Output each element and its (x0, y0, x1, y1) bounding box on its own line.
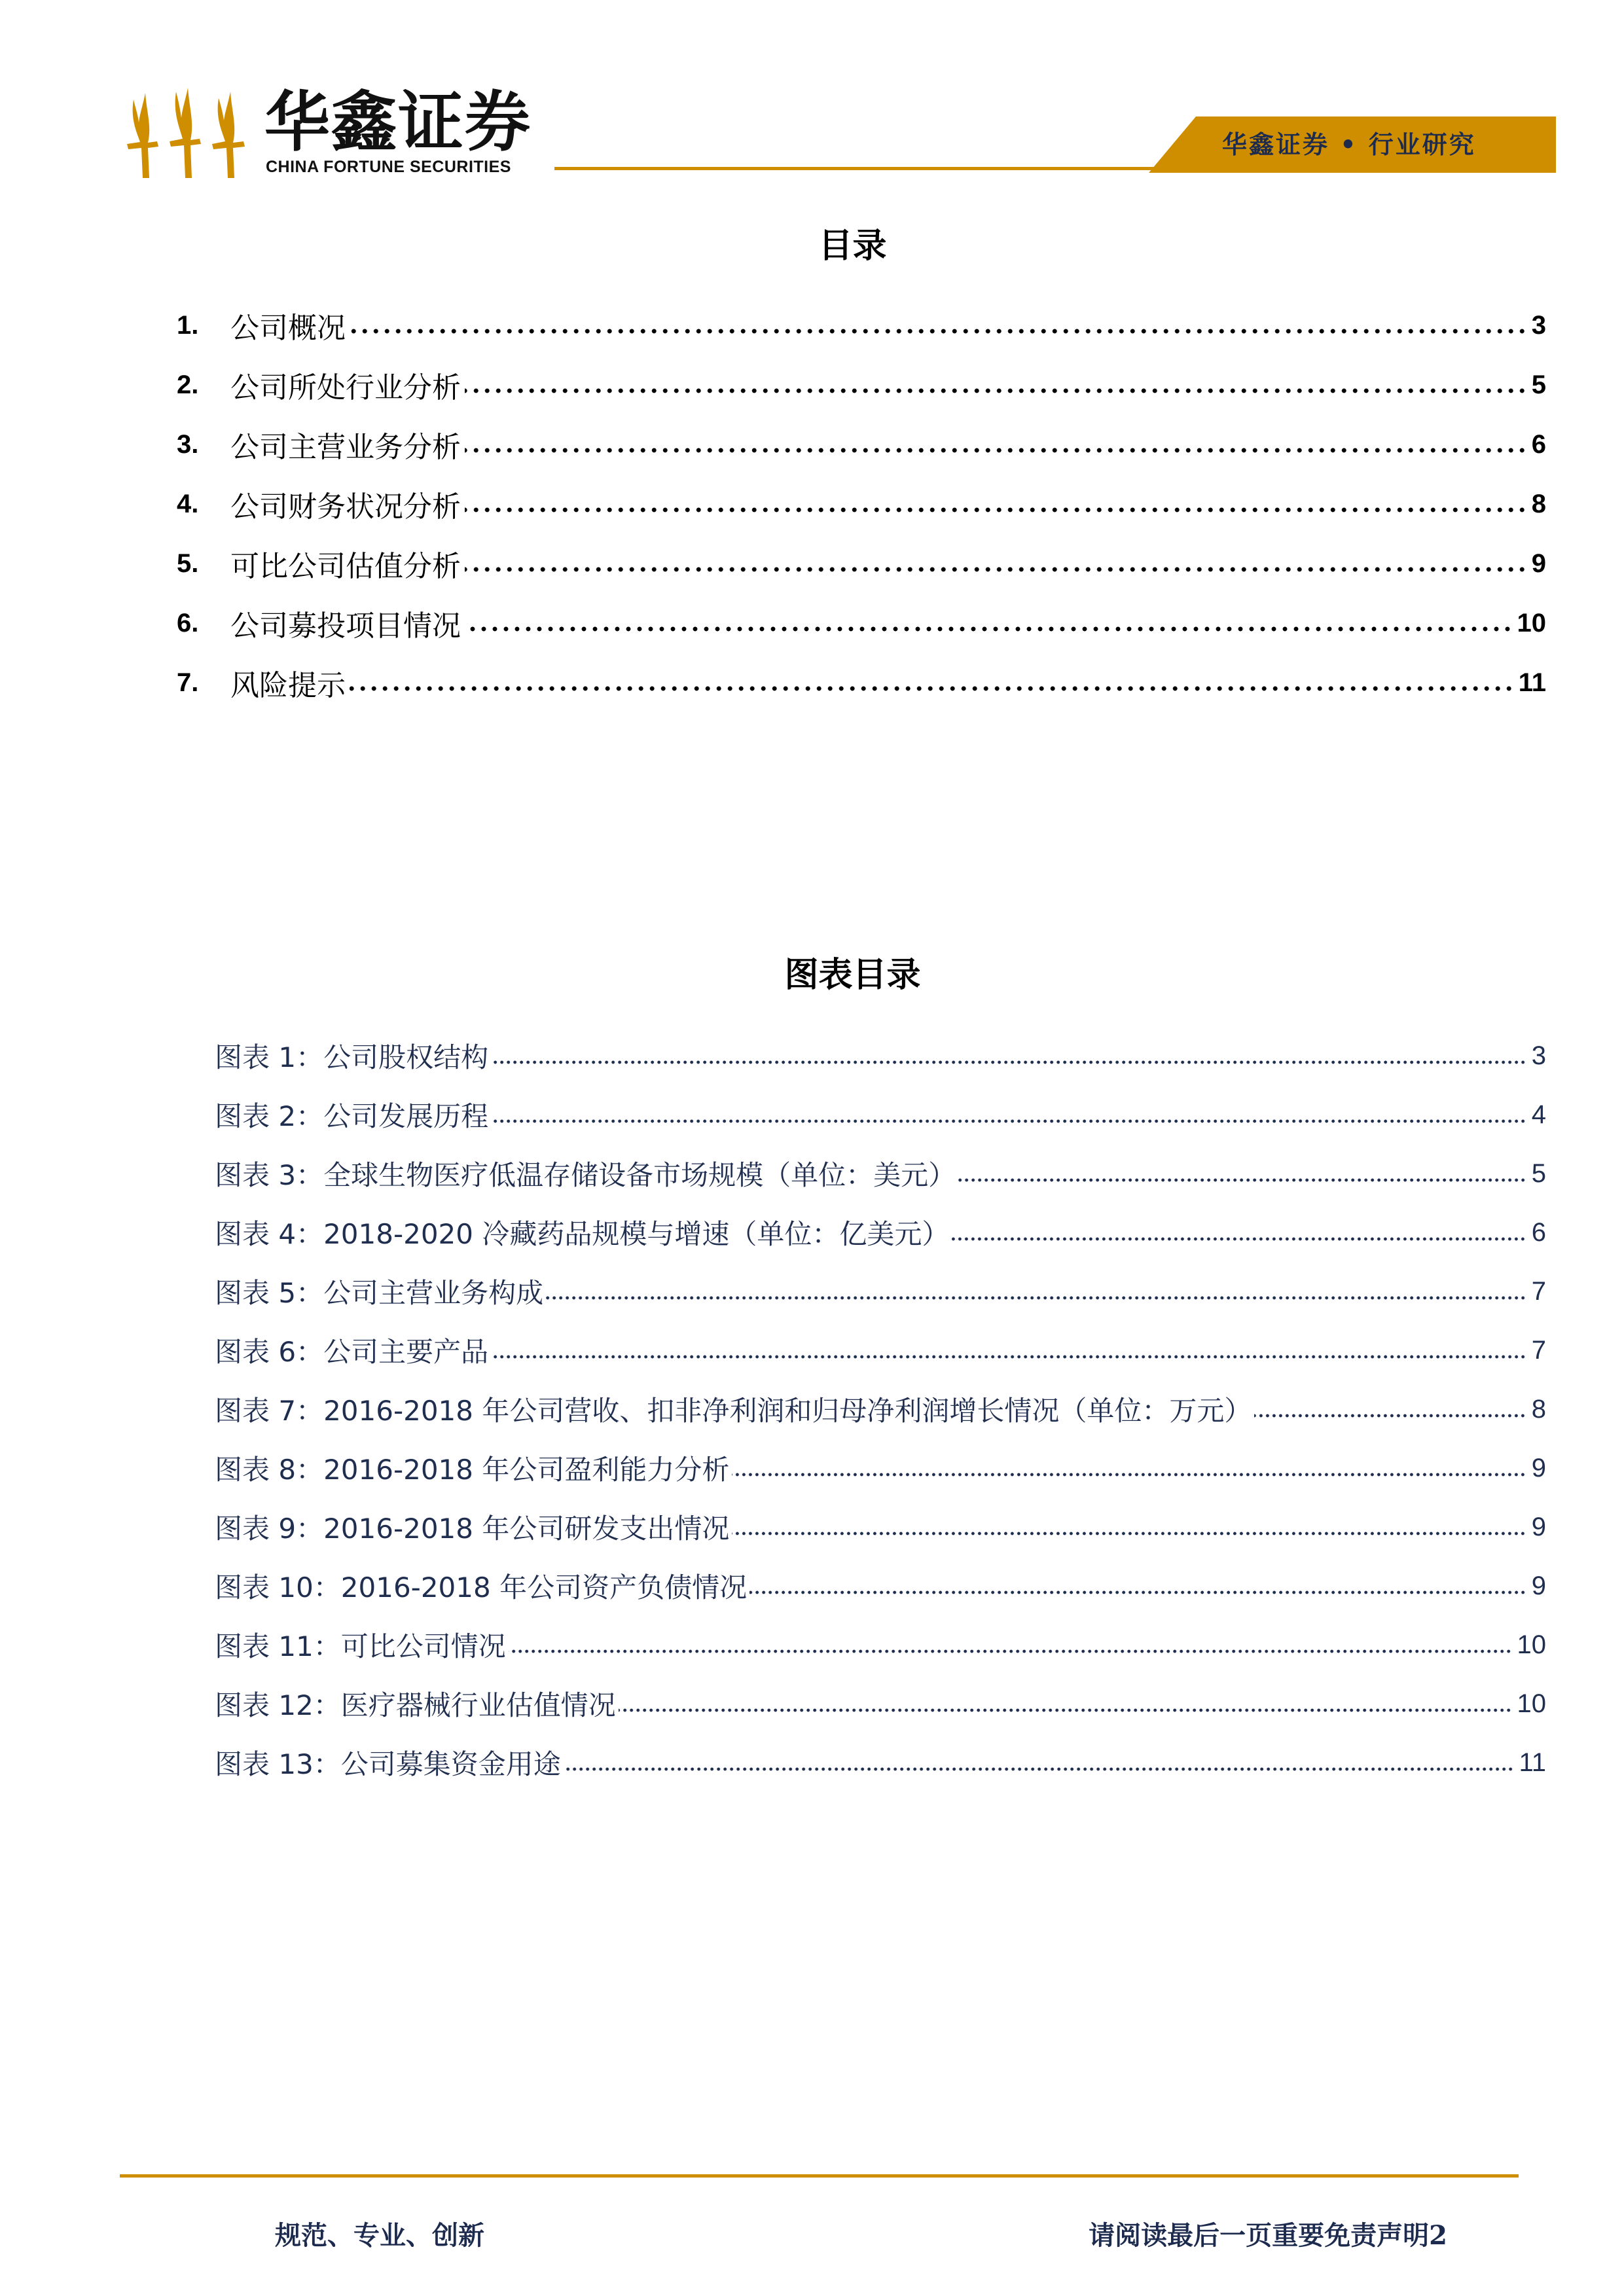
toc-item-text[interactable]: 公司概况 (230, 312, 346, 345)
toc-item[interactable] (177, 484, 1546, 524)
toc-item-number: 4. (177, 489, 199, 518)
figure-item-label[interactable]: 图表 8：2016-2018 年公司盈利能力分析 (215, 1454, 730, 1486)
figure-item-label[interactable]: 图表 5：公司主营业务构成 (215, 1277, 544, 1309)
figure-item-label[interactable]: 图表 10：2016-2018 年公司资产负债情况 (215, 1571, 748, 1604)
report-type-banner (1149, 117, 1556, 173)
dot-leader (732, 1472, 1526, 1477)
toc-item-number: 3. (177, 429, 199, 459)
toc-item-number: 5. (177, 548, 199, 578)
footer-slogan: 规范、专业、创新 (275, 2220, 484, 2251)
figures-title: 图表目录 (784, 956, 921, 995)
footer-divider (120, 2174, 1519, 2178)
header-divider (554, 167, 1157, 170)
figure-item[interactable] (215, 1037, 1546, 1075)
dot-leader (1254, 1413, 1526, 1418)
figure-item-page: 10 (1517, 1630, 1546, 1659)
toc-item[interactable] (177, 306, 1546, 345)
dot-leader (546, 1295, 1526, 1300)
figure-item-page: 8 (1531, 1394, 1546, 1424)
figure-item[interactable] (215, 1508, 1546, 1546)
dot-leader (465, 387, 1528, 394)
dot-leader (564, 1767, 1514, 1772)
toc-item[interactable] (177, 544, 1546, 583)
figure-item-label[interactable]: 图表 12：医疗器械行业估值情况 (215, 1689, 616, 1721)
toc-item-number: 2. (177, 370, 199, 399)
figure-item[interactable] (215, 1096, 1546, 1134)
toc-item[interactable] (177, 425, 1546, 464)
dot-leader (465, 507, 1528, 513)
figure-item-page: 9 (1531, 1571, 1546, 1600)
figure-item-page: 9 (1531, 1512, 1546, 1541)
figure-item[interactable] (215, 1390, 1546, 1428)
figure-item-page: 3 (1531, 1041, 1546, 1070)
figure-item-page: 5 (1531, 1158, 1546, 1188)
figure-item-label[interactable]: 图表 7：2016-2018 年公司营收、扣非净利润和归母净利润增长情况（单位：万元） (215, 1395, 1252, 1427)
toc-item-text[interactable]: 公司募投项目情况 (230, 609, 461, 643)
figure-item-page: 10 (1517, 1689, 1546, 1718)
dot-leader (491, 1060, 1526, 1065)
figure-item-page: 6 (1531, 1217, 1546, 1247)
figure-item[interactable] (215, 1155, 1546, 1193)
figure-item-label[interactable]: 图表 3：全球生物医疗低温存储设备市场规模（单位：美元） (215, 1159, 956, 1191)
figure-item-label[interactable]: 图表 4：2018-2020 冷藏药品规模与增速（单位：亿美元） (215, 1218, 950, 1250)
figure-item-page: 7 (1531, 1335, 1546, 1365)
figure-item[interactable] (215, 1331, 1546, 1369)
figure-item-label[interactable]: 图表 11：可比公司情况 (215, 1630, 506, 1662)
figure-item[interactable] (215, 1685, 1546, 1723)
toc-item-number: 7. (177, 668, 199, 697)
dot-leader (350, 328, 1528, 334)
figure-item[interactable] (215, 1449, 1546, 1487)
toc-item-page: 6 (1531, 429, 1546, 459)
figure-item[interactable] (215, 1626, 1546, 1664)
banner-text: 华鑫证券 • 行业研究 (1222, 130, 1476, 159)
figure-item[interactable] (215, 1213, 1546, 1251)
figure-item-label[interactable]: 图表 13：公司募集资金用途 (215, 1748, 561, 1780)
dot-leader (749, 1590, 1526, 1595)
dot-leader (350, 685, 1515, 692)
dot-leader (509, 1649, 1512, 1654)
logo-brand-english: CHINA FORTUNE SECURITIES (266, 158, 511, 176)
dot-leader (465, 447, 1528, 454)
dot-leader (952, 1236, 1526, 1242)
toc-item-page: 3 (1531, 310, 1546, 340)
toc-item-page: 9 (1531, 548, 1546, 578)
toc-title: 目录 (818, 226, 887, 266)
toc-item[interactable] (177, 365, 1546, 404)
dot-leader (732, 1531, 1526, 1536)
toc-item-text[interactable]: 公司所处行业分析 (230, 371, 461, 404)
figure-item[interactable] (215, 1272, 1546, 1310)
toc-item-text[interactable]: 公司主营业务分析 (230, 431, 461, 464)
dot-leader (465, 626, 1513, 632)
dot-leader (619, 1708, 1512, 1713)
dot-leader (958, 1177, 1526, 1183)
figure-item-page: 7 (1531, 1276, 1546, 1306)
logo-brand-chinese: 华鑫证券 (264, 84, 532, 160)
torch-emblem-icon (120, 86, 258, 181)
company-logo (120, 86, 533, 181)
disclaimer-text: 请阅读最后一页重要免责声明 (1089, 2220, 1430, 2251)
figure-item-label[interactable]: 图表 9：2016-2018 年公司研发支出情况 (215, 1513, 730, 1545)
page-number: 2 (1429, 2220, 1447, 2251)
figure-item-page: 9 (1531, 1453, 1546, 1482)
dot-leader (491, 1119, 1526, 1124)
toc-item[interactable] (177, 663, 1546, 702)
toc-item-page: 5 (1531, 370, 1546, 399)
toc-item-text[interactable]: 风险提示 (230, 669, 346, 702)
toc-item-number: 6. (177, 608, 199, 637)
figure-item-label[interactable]: 图表 2：公司发展历程 (215, 1100, 489, 1132)
toc-item-text[interactable]: 可比公司估值分析 (230, 550, 461, 583)
toc-item-page: 10 (1517, 608, 1546, 637)
toc-item-number: 1. (177, 310, 199, 340)
dot-leader (491, 1354, 1526, 1359)
toc-item-page: 8 (1531, 489, 1546, 518)
footer-disclaimer-notice (1089, 2219, 1447, 2253)
toc-item-text[interactable]: 公司财务状况分析 (230, 490, 461, 524)
figure-item-label[interactable]: 图表 6：公司主要产品 (215, 1336, 489, 1368)
figure-item-page: 4 (1531, 1100, 1546, 1129)
toc-item[interactable] (177, 603, 1546, 643)
figure-item[interactable] (215, 1567, 1546, 1605)
dot-leader (465, 566, 1528, 573)
figure-item-label[interactable]: 图表 1：公司股权结构 (215, 1041, 489, 1073)
figure-item[interactable] (215, 1744, 1546, 1782)
toc-item-page: 11 (1518, 668, 1546, 697)
figure-item-page: 11 (1519, 1748, 1546, 1777)
